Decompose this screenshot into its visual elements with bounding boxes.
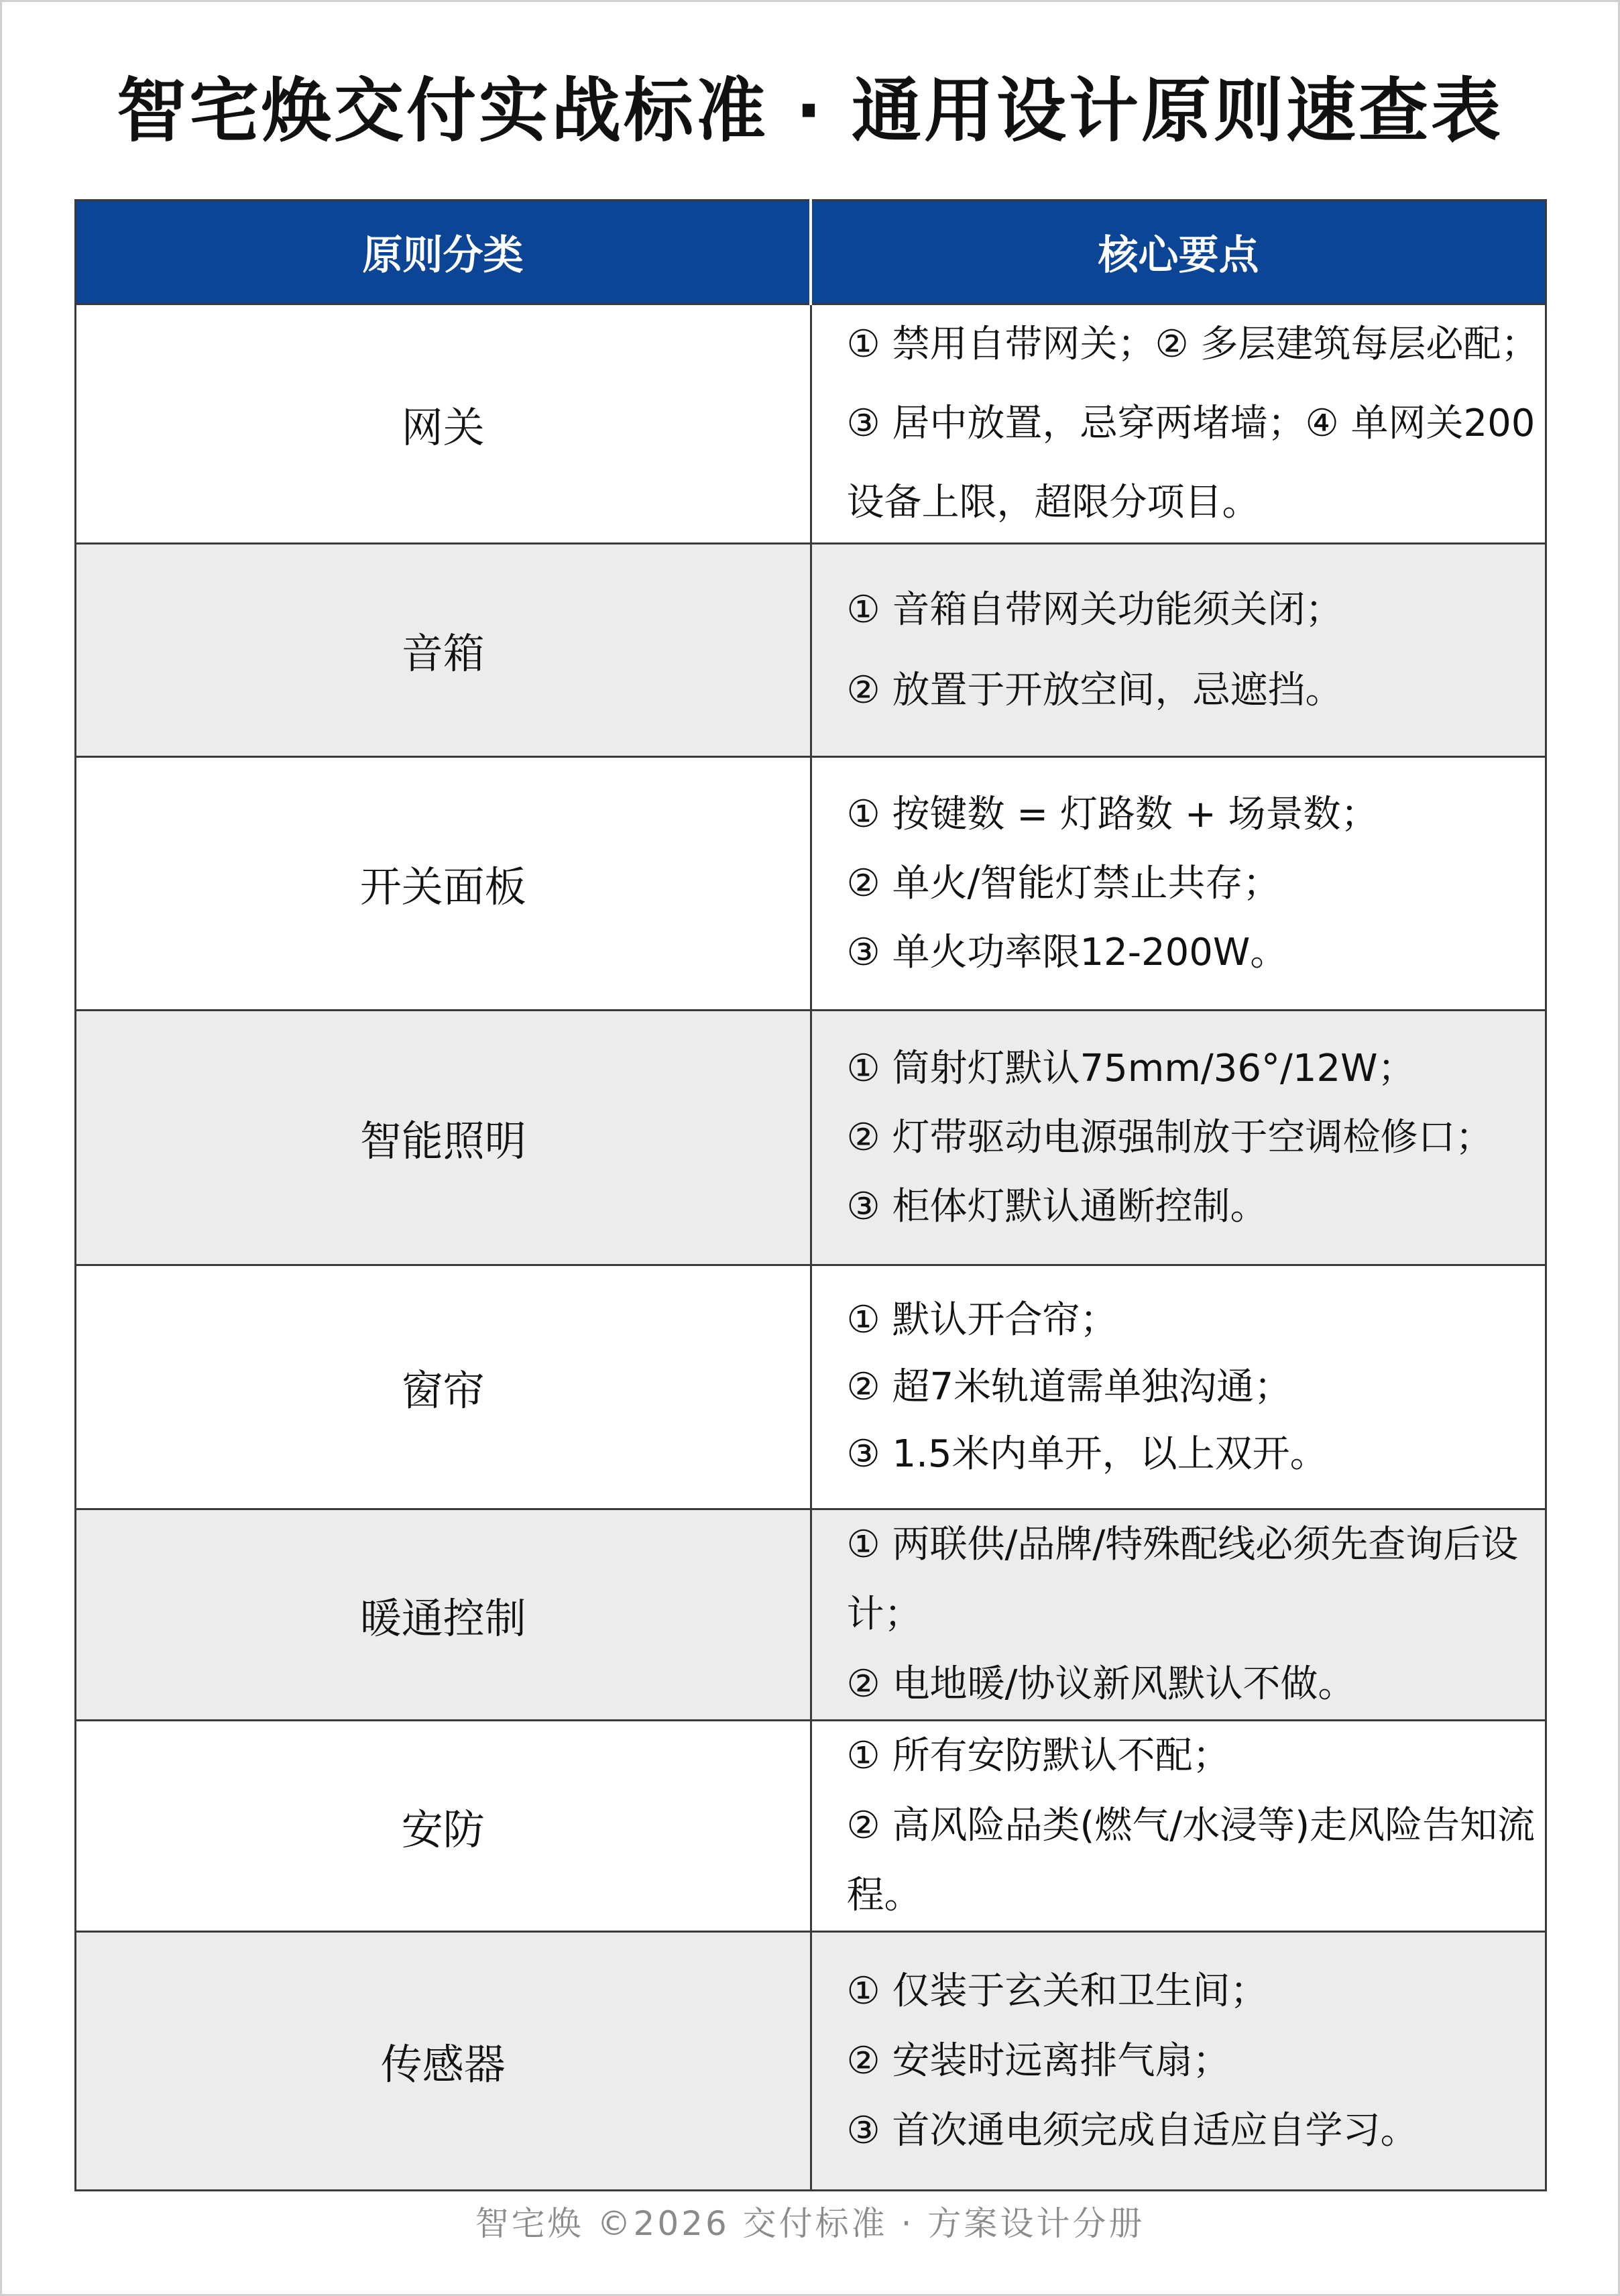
page-title: 智宅焕交付实战标准 · 通用设计原则速查表 xyxy=(117,70,1503,152)
table-row xyxy=(76,1721,1546,1932)
table-row xyxy=(76,1932,1546,2191)
point-line: ③ 柜体灯默认通断控制。 xyxy=(846,1185,1268,1228)
point-line: ① 按键数 = 灯路数 + 场景数； xyxy=(846,793,1379,836)
table-row xyxy=(76,1011,1546,1265)
points-cell xyxy=(811,1509,1546,1721)
point-line: ③ 居中放置，忌穿两堵墙；④ 单网关200设备上限，超限分项目。 xyxy=(846,402,1536,524)
category-cell: 开关面板 xyxy=(76,757,811,1011)
point-line: ② 电地暖/协议新风默认不做。 xyxy=(846,1662,1356,1706)
table-row xyxy=(76,1509,1546,1721)
point-line: ② 放置于开放空间，忌遮挡。 xyxy=(846,668,1343,712)
category-cell: 传感器 xyxy=(76,1932,811,2191)
point-line: ③ 单火功率限12-200W。 xyxy=(846,931,1288,974)
category-cell: 安防 xyxy=(76,1721,811,1932)
point-line: ① 音箱自带网关功能须关闭； xyxy=(846,587,1343,632)
points-cell xyxy=(811,1721,1546,1932)
point-line: ② 单火/智能灯禁止共存； xyxy=(846,862,1281,905)
points-cell xyxy=(811,1265,1546,1509)
table-header-row xyxy=(76,200,1546,304)
principles-table xyxy=(74,199,1547,2191)
point-line: ① 筒射灯默认75mm/36°/12W； xyxy=(846,1047,1415,1090)
point-line: ③ 首次通电须完成自适应自学习。 xyxy=(846,2108,1418,2152)
point-line: ② 高风险品类(燃气/水浸等)走风险告知流程。 xyxy=(846,1804,1536,1917)
column-header-points: 核心要点 xyxy=(811,200,1546,304)
category-cell: 暖通控制 xyxy=(76,1509,811,1721)
table-row xyxy=(76,1265,1546,1509)
table-row xyxy=(76,304,1546,544)
point-line: ① 两联供/品牌/特殊配线必须先查询后设计； xyxy=(846,1523,1519,1636)
category-cell: 网关 xyxy=(76,304,811,544)
points-cell xyxy=(811,1011,1546,1265)
category-cell: 音箱 xyxy=(76,544,811,757)
points-cell xyxy=(811,304,1546,544)
category-cell: 智能照明 xyxy=(76,1011,811,1265)
category-cell: 窗帘 xyxy=(76,1265,811,1509)
table-row xyxy=(76,544,1546,757)
point-line: ② 灯带驱动电源强制放于空调检修口； xyxy=(846,1116,1493,1159)
footer-note: 智宅焕 ©2026 交付标准 · 方案设计分册 xyxy=(475,2204,1145,2243)
points-cell xyxy=(811,757,1546,1011)
point-line: ② 安装时远离排气扇； xyxy=(846,2039,1230,2083)
point-line: ③ 1.5米内单开，以上双开。 xyxy=(846,1432,1328,1476)
point-line: ① 默认开合帘； xyxy=(846,1298,1118,1342)
point-line: ① 仅装于玄关和卫生间； xyxy=(846,1969,1268,2013)
points-cell xyxy=(811,544,1546,757)
table-row xyxy=(76,757,1546,1011)
point-line: ① 禁用自带网关；② 多层建筑每层必配； xyxy=(846,323,1539,366)
column-header-category: 原则分类 xyxy=(76,200,811,304)
points-cell xyxy=(811,1932,1546,2191)
point-line: ② 超7米轨道需单独沟通； xyxy=(846,1365,1292,1409)
point-line: ① 所有安防默认不配； xyxy=(846,1734,1230,1778)
